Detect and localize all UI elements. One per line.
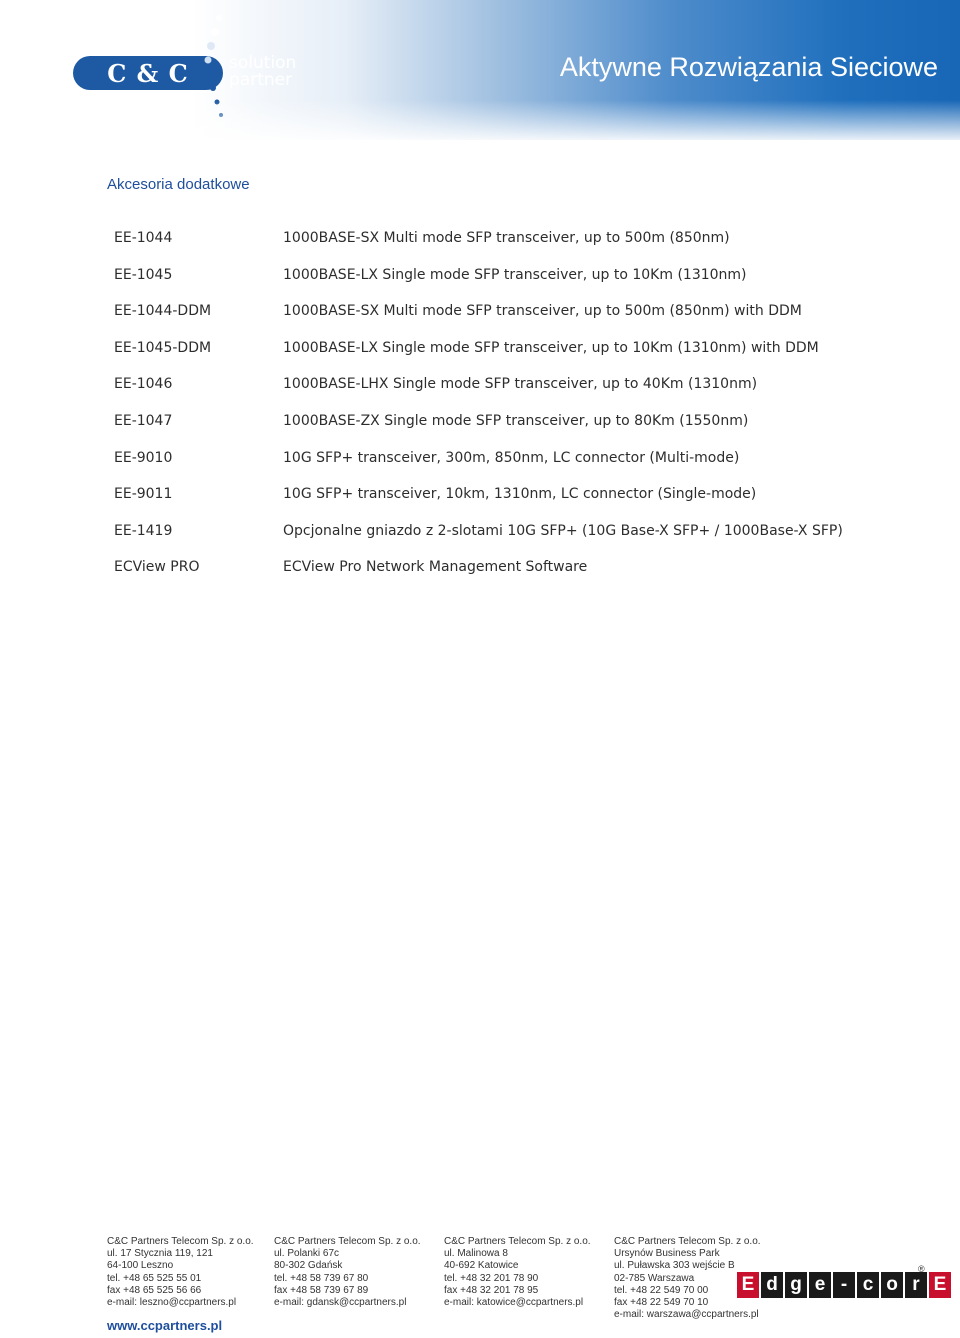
office-line: tel. +48 32 201 78 90 (444, 1272, 539, 1284)
office-line: fax +48 32 201 78 95 (444, 1284, 539, 1296)
office-email[interactable]: e-mail: gdansk@ccpartners.pl (274, 1297, 407, 1309)
product-row (114, 228, 914, 265)
office-line: C&C Partners Telecom Sp. z o.o. (444, 1236, 591, 1247)
product-row (114, 301, 914, 338)
logo-text: C & C (107, 58, 189, 88)
product-row (114, 557, 914, 594)
office-line: 40-692 Katowice (444, 1260, 519, 1272)
product-row (114, 374, 914, 411)
brand-letter: E (929, 1272, 951, 1298)
product-code: EE-1047 (114, 412, 173, 429)
product-code: EE-1045 (114, 266, 173, 283)
office-line: tel. +48 58 739 67 80 (274, 1272, 369, 1284)
header-banner (0, 0, 960, 140)
office-leszno (107, 1236, 254, 1309)
product-code: ECView PRO (114, 559, 200, 576)
office-gdansk (274, 1236, 421, 1309)
brand-letter: r (905, 1272, 927, 1298)
office-line: fax +48 65 525 56 66 (107, 1284, 202, 1296)
office-line: ul. Puławska 303 wejście B (614, 1260, 735, 1272)
product-description: 10G SFP+ transceiver, 10km, 1310nm, LC connector (Single-mode) (283, 486, 757, 503)
product-code: EE-1045-DDM (114, 339, 212, 356)
edgecore-logo (737, 1272, 953, 1302)
office-katowice (444, 1236, 591, 1309)
office-line: fax +48 22 549 70 10 (614, 1297, 709, 1309)
product-description: 1000BASE-SX Multi mode SFP transceiver, up to 500m (850nm) (283, 230, 730, 246)
office-line: fax +48 58 739 67 89 (274, 1284, 369, 1296)
product-code: EE-1044-DDM (114, 303, 212, 320)
product-description: ECView Pro Network Management Software (283, 559, 588, 576)
product-row (114, 265, 914, 302)
registered-mark: ® (918, 1264, 925, 1274)
brand-letter: g (785, 1272, 807, 1298)
product-code: EE-1044 (114, 230, 173, 246)
brand-letter: d (761, 1272, 783, 1298)
page-title: Aktywne Rozwiązania Sieciowe (559, 52, 938, 82)
product-description: 1000BASE-ZX Single mode SFP transceiver, up to 80Km (1550nm) (283, 412, 749, 429)
brand-letter: c (857, 1272, 879, 1298)
brand-letter: e (809, 1272, 831, 1298)
brand-letter: o (881, 1272, 903, 1298)
office-email[interactable]: e-mail: leszno@ccpartners.pl (107, 1297, 237, 1309)
product-description: 10G SFP+ transceiver, 300m, 850nm, LC connector (Multi-mode) (283, 449, 740, 466)
solution-text: solution (229, 53, 297, 73)
office-line: C&C Partners Telecom Sp. z o.o. (274, 1236, 421, 1247)
product-code: EE-1419 (114, 522, 173, 539)
office-line: C&C Partners Telecom Sp. z o.o. (614, 1236, 761, 1247)
office-line: ul. Malinowa 8 (444, 1248, 508, 1260)
office-line: 64-100 Leszno (107, 1260, 174, 1272)
office-line: tel. +48 22 549 70 00 (614, 1284, 709, 1296)
product-description: Opcjonalne gniazdo z 2-slotami 10G SFP+ (10G Base-X SFP+ / 1000Base-X SFP) (283, 522, 843, 539)
website-link[interactable]: www.ccpartners.pl (107, 1318, 223, 1333)
product-description: 1000BASE-LHX Single mode SFP transceiver, up to 40Km (1310nm) (283, 376, 758, 393)
office-line: ul. Polanki 67c (274, 1248, 340, 1260)
office-line: 80-302 Gdańsk (274, 1260, 343, 1272)
product-description: 1000BASE-SX Multi mode SFP transceiver, up to 500m (850nm) with DDM (283, 303, 802, 320)
product-row (114, 484, 914, 521)
office-line: 02-785 Warszawa (614, 1272, 695, 1284)
product-row (114, 411, 914, 448)
product-description: 1000BASE-LX Single mode SFP transceiver, up to 10Km (1310nm) with DDM (283, 339, 819, 356)
product-row (114, 448, 914, 485)
brand-letter: - (833, 1272, 855, 1298)
product-row (114, 521, 914, 558)
product-code: EE-1046 (114, 376, 173, 393)
office-line: C&C Partners Telecom Sp. z o.o. (107, 1236, 254, 1247)
section-title: Akcesoria dodatkowe (107, 176, 250, 193)
office-line: tel. +48 65 525 55 01 (107, 1272, 202, 1284)
product-description: 1000BASE-LX Single mode SFP transceiver, up to 10Km (1310nm) (283, 266, 747, 283)
office-email[interactable]: e-mail: warszawa@ccpartners.pl (614, 1309, 759, 1321)
office-line: Ursynów Business Park (614, 1248, 720, 1260)
header-fade (0, 100, 960, 140)
product-code: EE-9011 (114, 486, 173, 503)
product-code: EE-9010 (114, 449, 173, 466)
office-email[interactable]: e-mail: katowice@ccpartners.pl (444, 1297, 584, 1309)
product-list (114, 228, 914, 594)
product-row (114, 338, 914, 375)
office-line: ul. 17 Stycznia 119, 121 (107, 1248, 213, 1260)
partner-text: partner (229, 70, 293, 90)
brand-letter: E (737, 1272, 759, 1298)
